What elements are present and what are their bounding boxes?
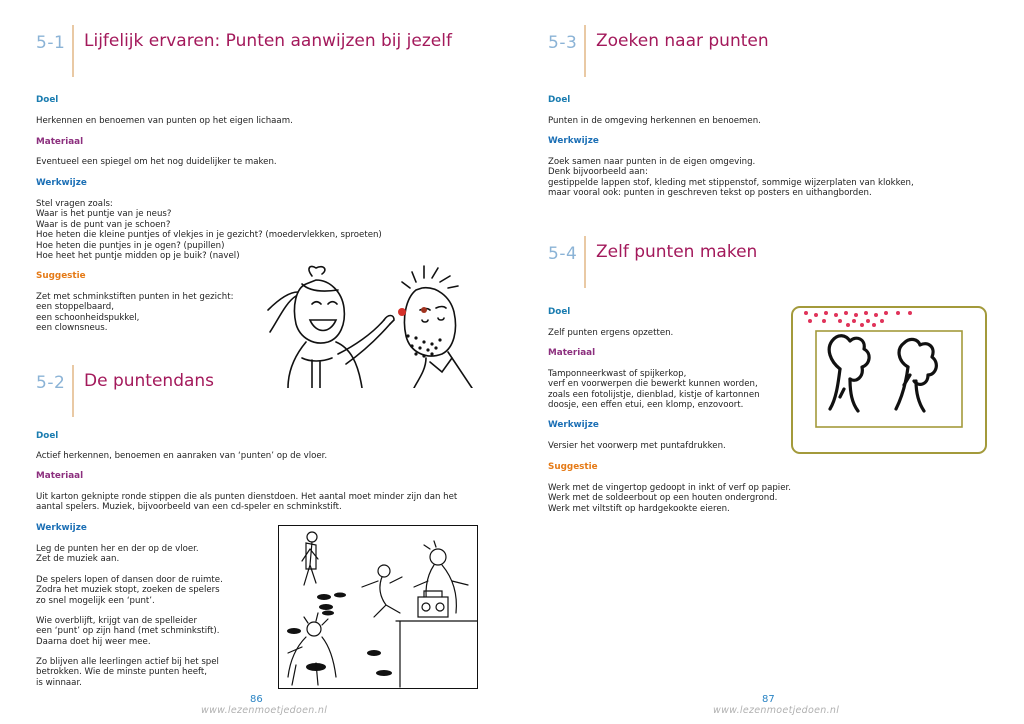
text-line: Leg de punten her en der op de vloer. [36, 544, 199, 554]
section-number: 5-4 [548, 244, 578, 264]
text-line: Werk met viltstift op hardgekookte eieren. [548, 503, 730, 514]
text-line: Hoe heten die puntjes in je ogen? (pupillen) [36, 240, 225, 251]
materiaal-label: Materiaal [548, 348, 596, 358]
text-line: Stel vragen zoals: [36, 199, 113, 209]
text-line: doosje, een effen etui, een klomp, enzovoort. [548, 400, 744, 411]
doel-label: Doel [36, 431, 59, 441]
section-title: De puntendans [84, 371, 215, 391]
text-line: gestippelde lappen stof, kleding met stippenstof, sommige wijzerplaten van klokken, [548, 177, 914, 188]
materiaal-label: Materiaal [36, 471, 84, 481]
text-line: maar vooral ook: punten in geschreven tekst op posters en uithangborden. [548, 188, 872, 199]
doel-label: Doel [548, 307, 571, 317]
text-line: De spelers lopen of dansen door de ruimte. [36, 575, 223, 585]
text-line: Wie overblijft, krijgt van de spelleider [36, 616, 197, 626]
dance-floor-illustration [278, 525, 478, 689]
section-5-1-header [36, 25, 452, 77]
text-line: aantal spelers. Muziek, bijvoorbeeld van een cd-speler en schminkstift. [36, 502, 342, 513]
section-number: 5-1 [36, 33, 66, 53]
suggestie-text [548, 483, 791, 514]
werkwijze-label: Werkwijze [36, 178, 87, 188]
doel-text: Herkennen en benoemen van punten op het eigen lichaam. [36, 116, 293, 126]
text-line: Werk met de vingertop gedoopt in inkt of verf op papier. [548, 483, 791, 493]
section-divider [72, 25, 74, 77]
suggestie-label: Suggestie [548, 462, 598, 472]
text-line: een schoonheidspukkel, [36, 312, 140, 323]
text-line: Waar is de punt van je schoen? [36, 219, 171, 230]
section-title: Zoeken naar punten [596, 31, 769, 51]
suggestie-text [36, 292, 233, 334]
doel-text: Zelf punten ergens opzetten. [548, 328, 674, 338]
text-line: Hoe heten die kleine puntjes of vlekjes in je gezicht? (moedervlekken, sproeten) [36, 230, 382, 241]
text-line: zoals een fotolijstje, dienblad, kistje of kartonnen [548, 389, 760, 400]
text-line: Denk bijvoorbeeld aan: [548, 167, 648, 178]
text-line: Zet met schminkstiften punten in het gezicht: [36, 292, 234, 302]
werkwijze-step-3 [36, 616, 219, 647]
section-number: 5-3 [548, 33, 578, 53]
text-line: verf en voorwerpen die bewerkt kunnen worden, [548, 379, 758, 390]
girl-and-boy-illustration [266, 262, 478, 388]
section-title: Zelf punten maken [596, 242, 758, 262]
section-number: 5-2 [36, 373, 66, 393]
materiaal-text [36, 492, 457, 513]
text-line: een ‘punt’ op zijn hand (met schminkstift). [36, 626, 220, 637]
text-line: Zoek samen naar punten in de eigen omgeving. [548, 157, 756, 167]
text-line: Zo blijven alle leerlingen actief bij het spel [36, 657, 219, 667]
werkwijze-text [548, 157, 914, 199]
werkwijze-label: Werkwijze [548, 136, 599, 146]
doel-label: Doel [548, 95, 571, 105]
doel-label: Doel [36, 95, 59, 105]
section-5-4-header [548, 236, 757, 288]
text-line: Uit karton geknipte ronde stippen die als punten dienstdoen. Het aantal moet minder zijn dan het [36, 492, 458, 502]
page-number: 86 [250, 694, 263, 705]
text-line: een stoppelbaard, [36, 302, 114, 313]
section-5-2-header [36, 365, 214, 417]
materiaal-label: Materiaal [36, 137, 84, 147]
werkwijze-text [36, 199, 382, 261]
werkwijze-step-4 [36, 657, 219, 688]
doel-text: Actief herkennen, benoemen en aanraken van ‘punten’ op de vloer. [36, 451, 328, 461]
text-line: Waar is het puntje van je neus? [36, 209, 172, 220]
text-line: is winnaar. [36, 677, 82, 688]
dotted-frame-illustration [790, 305, 988, 455]
section-title: Lijfelijk ervaren: Punten aanwijzen bij jezelf [84, 31, 452, 51]
text-line: Zodra het muziek stopt, zoeken de spelers [36, 585, 220, 596]
text-line: Daarna doet hij weer mee. [36, 636, 151, 647]
text-line: Werk met de soldeerbout op een houten ondergrond. [548, 493, 778, 504]
page-number: 87 [762, 694, 775, 705]
text-line: betrokken. Wie de minste punten heeft, [36, 667, 207, 678]
materiaal-text [548, 369, 760, 411]
website-url[interactable]: www.lezenmoetjedoen.nl [201, 705, 328, 716]
text-line: Zet de muziek aan. [36, 554, 120, 565]
right-page [512, 0, 1024, 724]
text-line: Hoe heet het puntje midden op je buik? (navel) [36, 251, 240, 262]
werkwijze-step-2 [36, 575, 223, 606]
werkwijze-label: Werkwijze [548, 420, 599, 430]
section-divider [72, 365, 74, 417]
materiaal-text: Eventueel een spiegel om het nog duidelijker te maken. [36, 157, 277, 167]
werkwijze-label: Werkwijze [36, 523, 87, 533]
section-divider [584, 236, 586, 288]
section-divider [584, 25, 586, 77]
suggestie-label: Suggestie [36, 271, 86, 281]
werkwijze-text: Versier het voorwerp met puntafdrukken. [548, 441, 726, 451]
website-url[interactable]: www.lezenmoetjedoen.nl [713, 705, 840, 716]
doel-text: Punten in de omgeving herkennen en benoemen. [548, 116, 761, 126]
werkwijze-step-1 [36, 544, 199, 565]
text-line: een clownsneus. [36, 323, 108, 334]
text-line: Tamponneerkwast of spijkerkop, [548, 369, 687, 379]
section-5-3-header [548, 25, 769, 77]
text-line: zo snel mogelijk een ‘punt’. [36, 595, 155, 606]
